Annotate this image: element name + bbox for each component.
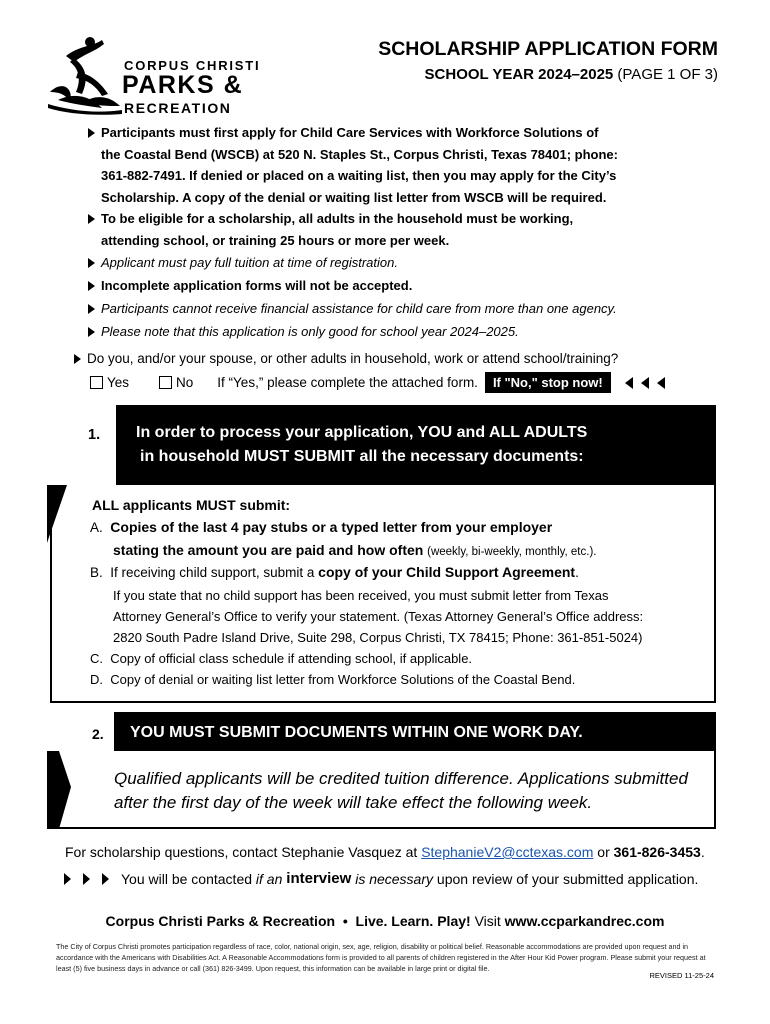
section-1-wedge <box>47 485 69 545</box>
triangle-left-icon <box>625 377 633 389</box>
revised-date: REVISED 11-25-24 <box>649 971 714 980</box>
yes-label: Yes <box>107 375 130 390</box>
yes-checkbox[interactable] <box>90 376 103 389</box>
all-applicants-label: ALL applicants MUST submit: <box>92 497 291 513</box>
work-question-answers <box>90 372 665 393</box>
triangle-right-icon <box>102 873 109 885</box>
logo-line-1: CORPUS CHRISTI <box>124 58 261 73</box>
triangle-right-icon <box>64 873 71 885</box>
section-1-heading: In order to process your application, YOU and ALL ADULTS in household MUST SUBMIT all the necessary documents: <box>136 424 588 465</box>
section-1-number-box <box>50 405 116 485</box>
item-b-p3: 2820 South Padre Island Drive, Suite 298, Corpus Christi, TX 78415; Phone: 361-851-5024) <box>113 630 643 645</box>
if-yes-text: If “Yes,” please complete the attached form. <box>217 375 478 390</box>
email-link[interactable]: StephanieV2@cctexas.com <box>421 844 594 860</box>
logo-line-2: PARKS & <box>122 71 244 99</box>
website-url: www.ccparkandrec.com <box>504 913 665 929</box>
no-checkbox[interactable] <box>159 376 172 389</box>
page-title: SCHOLARSHIP APPLICATION FORM <box>378 38 718 60</box>
contact-phone: 361-826-3453 <box>613 844 701 860</box>
item-b-p2: Attorney General’s Office to verify your statement. (Texas Attorney General’s Office address: <box>113 609 644 624</box>
page-number: (PAGE 1 OF 3) <box>617 66 718 83</box>
section-1 <box>50 405 716 705</box>
logo-line-3: RECREATION <box>124 100 232 116</box>
triangle-right-icon <box>83 873 90 885</box>
item-c: C. Copy of official class schedule if attending school, if applicable. <box>90 651 473 666</box>
footer-tagline: Corpus Christi Parks & Recreation • Live. Learn. Play! Visit www.ccparkandrec.com <box>105 913 665 929</box>
section-1-number: 1. <box>88 427 101 443</box>
item-d: D. Copy of denial or waiting list letter from Workforce Solutions of the Coastal Bend. <box>90 672 576 687</box>
triangle-left-icon <box>657 377 665 389</box>
item-a-cont: stating the amount you are paid and how often (weekly, bi-weekly, monthly, etc.). <box>113 542 597 558</box>
contact-line: For scholarship questions, contact Stephanie Vasquez at StephanieV2@cctexas.com or 361-826-3453. <box>65 844 705 860</box>
triangle-left-icon <box>641 377 649 389</box>
no-label: No <box>176 375 194 390</box>
triangle-right-icon <box>74 354 81 364</box>
bullet-school-year-note: Please note that this application is only good for school year 2024–2025. <box>88 321 519 343</box>
bullet-eligibility: To be eligible for a scholarship, all adults in the household must be working, attending school, or training 25 hours or more per week. <box>88 208 573 251</box>
section-1-body <box>50 485 716 703</box>
bullet-one-agency: Participants cannot receive financial assistance for child care from more than one agency. <box>88 298 617 320</box>
triangle-right-icon <box>88 304 95 314</box>
triangle-right-icon <box>88 214 95 224</box>
fine-print: The City of Corpus Christi promotes participation regardless of race, color, national origin, sex, age, religion, disability or political belief. Reasonable accommodations are provided upon request and in accordance with the Americans with Disabilities Act. A Reasonable Accommodations form is provided to all parents of children registered in the After Hour Kid Power program. Please submit your request at least (5) five business days in advance or call (361) 826-3499. Upon request, this information can be available in large print or digital file. <box>56 942 706 973</box>
section-2-heading: YOU MUST SUBMIT DOCUMENTS WITHIN ONE WORK DAY. <box>130 724 583 741</box>
work-question: Do you, and/or your spouse, or other adults in household, work or attend school/training? <box>74 351 618 366</box>
bullet-apply-wscb: Participants must first apply for Child Care Services with Workforce Solutions of the Coastal Bend (WSCB) at 520 N. Staples St., Corpus Christi, Texas 78401; phone: 361-882-7491. If denied or placed on a waiting list, then you may apply for the City’s Scholarship. A copy of the denial or waiting list letter from WSCB will be required. <box>88 122 618 208</box>
section-2-text-1: Qualified applicants will be credited tuition difference. Applications submitted <box>114 769 688 788</box>
item-a: A. Copies of the last 4 pay stubs or a typed letter from your employer <box>90 519 553 535</box>
triangle-right-icon <box>88 258 95 268</box>
triangle-right-icon <box>88 128 95 138</box>
section-2-wedge <box>47 751 73 831</box>
leaping-figure-icon <box>44 36 124 116</box>
bullet-full-tuition: Applicant must pay full tuition at time of registration. <box>88 252 398 274</box>
interview-line: You will be contacted if an interview is necessary upon review of your submitted application. <box>64 870 698 887</box>
page-subtitle <box>425 66 718 83</box>
school-year: SCHOOL YEAR 2024–2025 <box>424 66 614 83</box>
section-2-number: 2. <box>92 726 104 742</box>
logo <box>44 36 280 116</box>
item-b-p1: If you state that no child support has been received, you must submit letter from Texas <box>113 588 609 603</box>
section-2-number-box <box>50 712 114 751</box>
triangle-right-icon <box>88 281 95 291</box>
triangle-right-icon <box>88 327 95 337</box>
section-2 <box>50 712 716 829</box>
bullet-incomplete: Incomplete application forms will not be accepted. <box>88 275 412 297</box>
section-2-body <box>50 751 716 829</box>
stop-now-label: If "No," stop now! <box>485 372 611 393</box>
item-b: B. If receiving child support, submit a copy of your Child Support Agreement. <box>90 564 579 580</box>
section-2-text-2: after the first day of the week will take effect the following week. <box>114 793 593 812</box>
